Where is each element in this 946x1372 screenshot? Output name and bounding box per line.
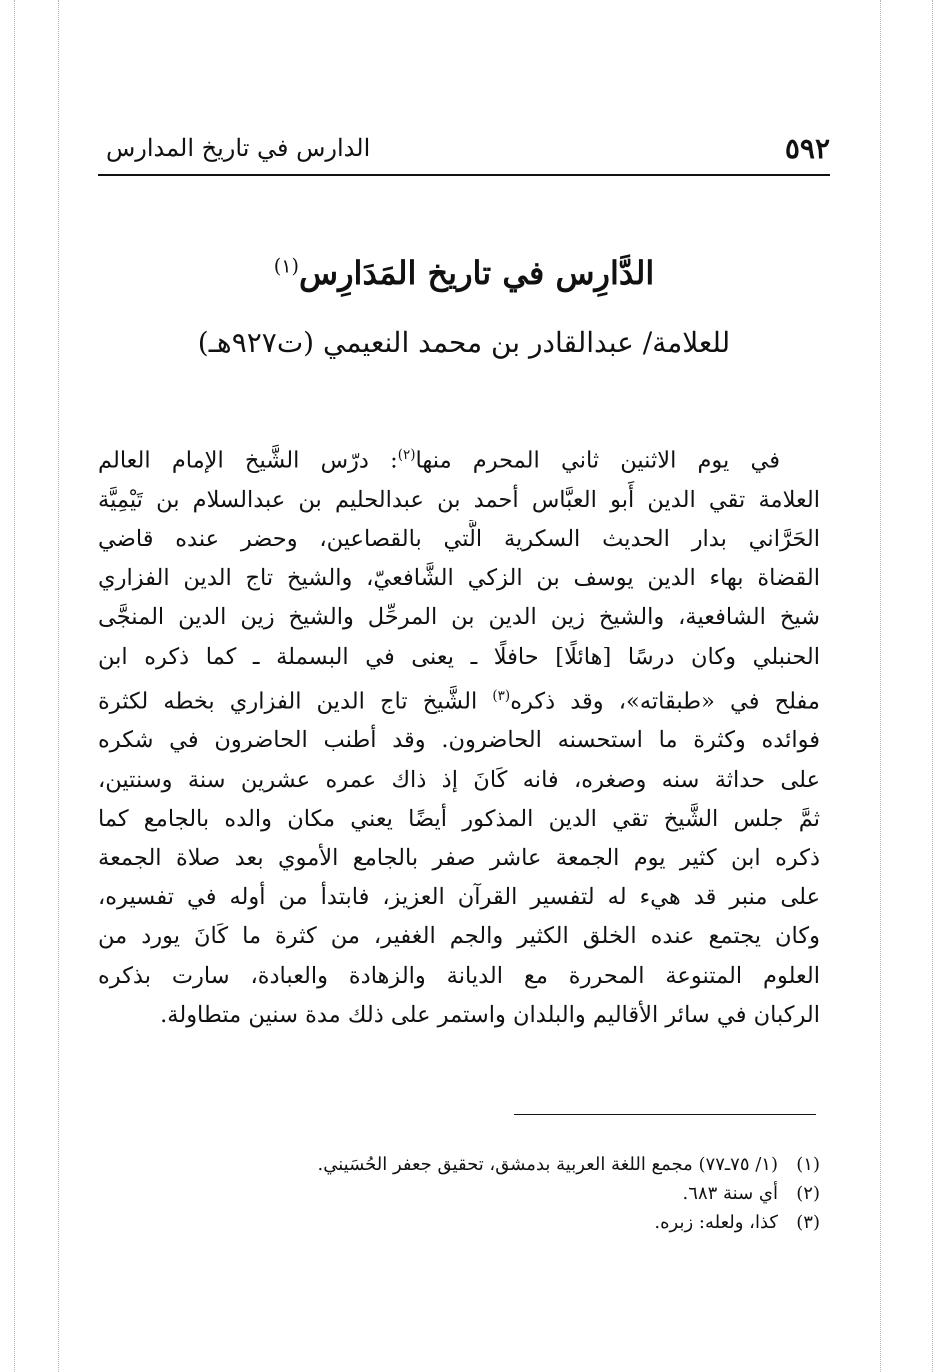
text-line: ثمَّ جلس الشَّيخ تقي الدين المذكور أيضًا يعني مكان والده بالجامع كما [98,805,820,832]
text-line: في يوم الاثنين ثاني المحرم منها$^{(٢)}$: درّس الشَّيخ الإمام العالم [98,447,781,474]
right-margin-guide [880,0,881,1372]
text-line: على منبر قد هيء له لتفسير القرآن العزيز، فابتدأ من أوله في تفسيره، [98,884,820,911]
left-margin-guide [58,0,59,1372]
running-title: الدارس في تاريخ المدارس [106,134,371,162]
text-line: مفلح في «طبقاته»، وقد ذكره$^{(٣)}$ الشَّيخ تاج الدين الفزاري بخطه لكثرة [98,687,820,715]
text-line: الحَرَّاني بدار الحديث السكرية الَّتي بالقصاعين، وحضر عنده قاضي [98,525,820,552]
article-title [98,254,830,292]
footnote-separator [514,1114,816,1115]
text-line: فوائده وكثرة ما استحسنه الحاضرون. وقد أطنب الحاضرون في شكره [98,727,820,754]
footnote-number: (١) [796,1154,820,1175]
footnotes [98,1150,820,1237]
footnote-text: أي سنة ٦٨٣. [682,1183,778,1204]
text-line: الحنبلي وكان درسًا [هائلًا] حافلًا ـ يعنى في البسملة ـ كما ذكره ابن [98,643,820,670]
footnote-text: كذا، ولعله: زبره. [654,1212,778,1233]
left-margin-guide [14,0,15,1372]
text-line: العلامة تقي الدين أَبو العبَّاس أحمد بن عبدالحليم بن عبدالسلام بن تَيْمِيَّة [98,486,820,513]
page-number: ٥٩٢ [784,132,830,165]
text-line: القضاة بهاء الدين يوسف بن الزكي الشَّافعيّ، والشيخ تاج الدين الفزاري [98,565,820,592]
title-footnote-mark: (١) [273,254,300,278]
page-header [98,128,830,174]
footnote [98,1208,820,1237]
footnote-text: (١/ ٧٥ـ٧٧) مجمع اللغة العربية بدمشق، تحقيق جعفر الحُسَيني. [317,1154,778,1175]
footnote-number: (٣) [796,1212,820,1233]
body-text [98,436,820,1035]
text-line: العلوم المتنوعة المحررة مع الديانة والزهادة والعبادة، سارت بذكره [98,962,820,989]
footnote [98,1150,820,1179]
footnote-number: (٢) [796,1183,820,1204]
header-rule [98,174,830,176]
footnote-mark: (٢) [397,447,416,463]
text-line: ذكره ابن كثير يوم الجمعة عاشر صفر بالجامع الأموي بعد صلاة الجمعة [98,845,820,872]
text-line: شيخ الشافعية، والشيخ زين الدين بن المرحِّل والشيخ زين الدين المنجَّى [98,604,820,631]
text-line: وكان يجتمع عنده الخلق الكثير والجم الغفير، من كثرة ما كَانَ يورد من [98,923,820,950]
text-line: على حداثة سنه وصغره، فانه كَانَ إذ ذاك عمره عشرين سنة وسنتين، [98,766,820,793]
footnote [98,1179,820,1208]
article-title-text: الدَّارِس في تاريخ المَدَارِس [299,254,655,292]
author-line: للعلامة/ عبدالقادر بن محمد النعيمي (ت٩٢٧هـ) [197,326,731,359]
right-margin-guide [932,0,933,1372]
footnote-mark: (٣) [492,687,511,704]
text-line: الركبان في سائر الأقاليم والبلدان واستمر على ذلك مدة سنين متطاولة. [160,1001,820,1028]
